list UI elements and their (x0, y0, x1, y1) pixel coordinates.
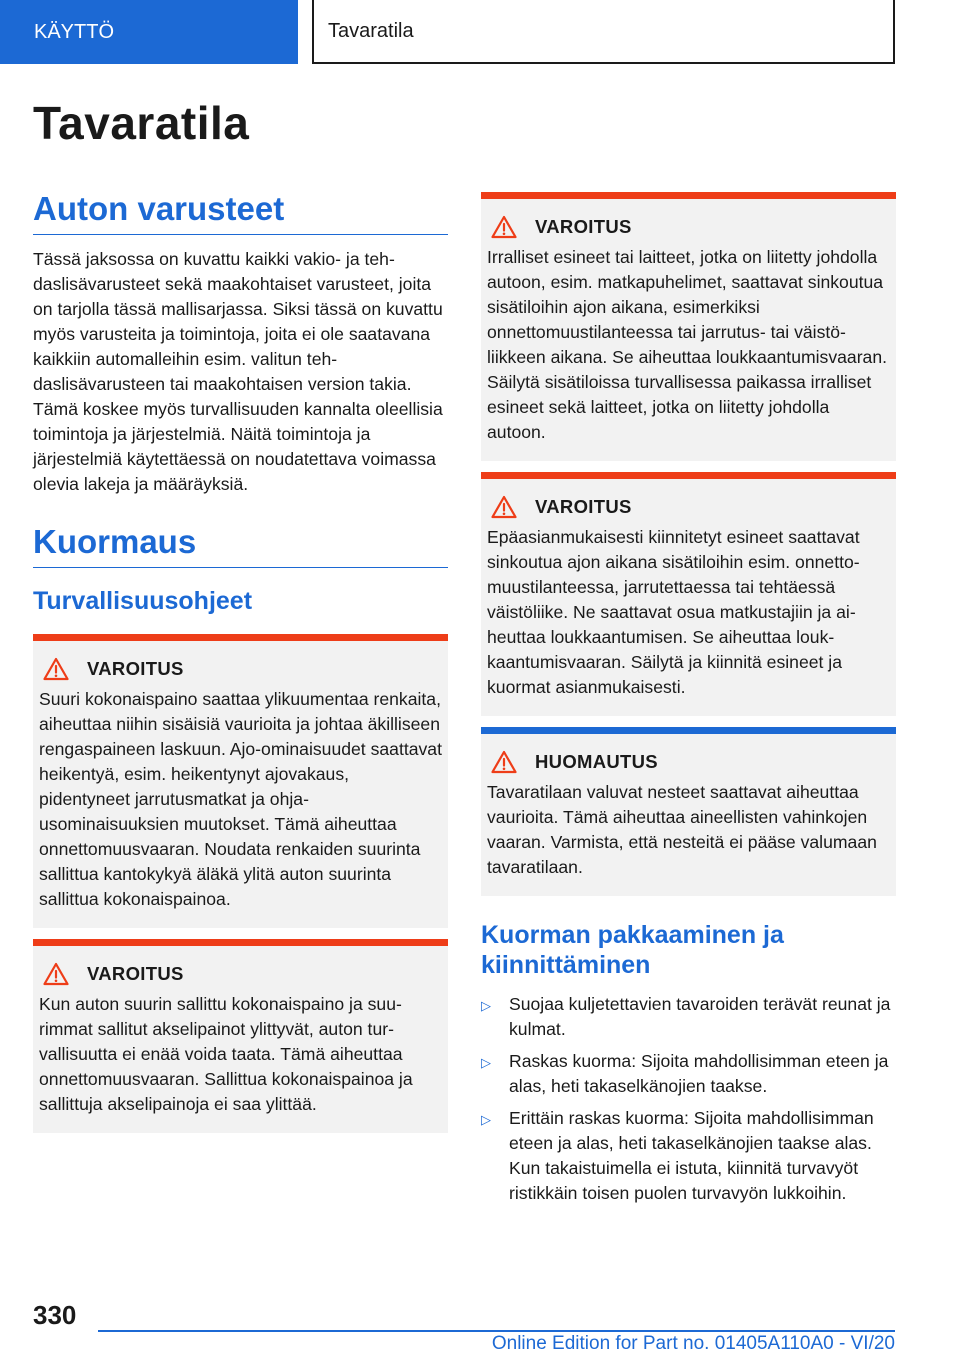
warning-title: VAROITUS (87, 963, 184, 984)
section-title-loading: Kuormaus (33, 523, 448, 568)
list-item-text: Raskas kuorma: Sijoita mahdollisimman eteen ja alas, heti takaselkänojien taakse. (509, 1051, 889, 1096)
warning-box-overweight (33, 634, 448, 928)
left-column (33, 190, 448, 1133)
triangle-right-bullet-icon: ▷ (481, 998, 491, 1013)
section-tab-label: KÄYTTÖ (34, 20, 115, 43)
warning-triangle-icon (491, 215, 517, 239)
warning-title: VAROITUS (87, 658, 184, 679)
page-title: Tavaratila (33, 97, 250, 149)
list-item (481, 1106, 896, 1206)
warning-text: Suuri kokonaispaino saattaa ylikuumentaa renkaita, aiheuttaa niihin sisäisiä vaurioita ja johtaa äkilliseen rengaspaineen laskuun. Ajo-ominaisuudet saattavat heikentyä, esim. heikentynyt ajovakaus, pidentyneet jarrutusmatkat ja ohjausominaisuuksien muutokset. Tämä aiheuttaa onnettomuusvaaran. Noudata renkaiden suurinta sallittua kantokykyä äläkä ylitä auton suurinta sallittua kokonaispainoa. (39, 689, 442, 909)
warning-title: VAROITUS (535, 216, 632, 237)
notice-header (481, 750, 896, 774)
footer-edition: Online Edition for Part no. 01405A110A0 - VI/20 (491, 1333, 895, 1354)
list-item (481, 1049, 896, 1099)
warning-text: Epäasianmukaisesti kiinnitetyt esineet saattavat sinkoutua ajon aikana sisätiloihin esim. onnettomuustilanteessa, jarrutettaessa tai tehtäessä väistöliike. Ne saattavat osua matkustajiin ja aiheuttaa loukkaantumisen. Se aiheuttaa loukkaantumisvaaran. Säilytä ja kiinnitä esineet ja kuormat asianmukaisesti. (487, 527, 860, 697)
warning-header (33, 657, 448, 681)
warning-box-loose-objects (481, 192, 896, 461)
triangle-right-bullet-icon: ▷ (481, 1112, 491, 1127)
list-item (481, 992, 896, 1042)
list-item-text: Suojaa kuljetettavien tavaroiden terävät reunat ja kulmat. (509, 994, 891, 1039)
right-column (481, 192, 896, 1213)
warning-triangle-icon (43, 657, 69, 681)
warning-box-axle-load (33, 939, 448, 1133)
notice-title: HUOMAUTUS (535, 751, 658, 772)
warning-triangle-icon (43, 962, 69, 986)
notice-box-liquids (481, 727, 896, 896)
warning-triangle-icon (491, 495, 517, 519)
section-tab (0, 0, 298, 64)
equipment-paragraph: Tässä jaksossa on kuvattu kaikki vakio- ja tehdaslisävarusteet sekä maakohtaiset varusteet, joita on tarjolla tässä mallisarjassa. Siksi tässä on kuvattu myös varusteita ja toimintoja, joita ei ole saatavana kaikkiin automalleihin esim. valitun tehdaslisävarusteen tai maakohtaisen version takia. Tämä koskee myös turvallisuuden kannalta oleellisia toimintoja ja järjestelmiä. Näitä toimintoja ja järjestelmiä käytettäessä on noudatettava voimassa olevia lakeja ja määräyksiä. (33, 249, 443, 494)
subsection-title-packing: Kuorman pakkaaminen ja kiinnittäminen (481, 921, 784, 979)
warning-triangle-icon (491, 750, 517, 774)
chapter-tab (312, 0, 895, 64)
chapter-tab-label: Tavaratila (328, 19, 414, 42)
warning-header (33, 962, 448, 986)
list-item-text: Erittäin raskas kuorma: Sijoita mahdollisimman eteen ja alas, heti takaselkänojien taakse alas. Kun takaistuimella ei istuta, kiinnitä turvavyöt ristikkäin toisen puolen turvavyön lukkoihin. (509, 1108, 874, 1203)
section-title-equipment: Auton varusteet (33, 190, 448, 235)
packing-steps-list (481, 992, 896, 1206)
page-number: 330 (33, 1300, 77, 1330)
warning-text: Kun auton suurin sallittu kokonaispaino ja suurimmat sallitut akselipainot ylittyvät, auton turvallisuutta ei enää voida taata. Tämä aiheuttaa onnettomuusvaaran. Sallittua kokonaispainoa ja sallittuja akselipainoja ei saa ylittää. (39, 994, 413, 1114)
notice-text: Tavaratilaan valuvat nesteet saattavat aiheuttaa vaurioita. Tämä aiheuttaa aineellisten vahinkojen vaaran. Varmista, että nesteitä ei pääse valumaan tavaratilaan. (487, 782, 877, 877)
subsection-title-safety: Turvallisuusohjeet (33, 587, 253, 615)
warning-title: VAROITUS (535, 496, 632, 517)
warning-header (481, 215, 896, 239)
warning-text: Irralliset esineet tai laitteet, jotka on liitetty johdolla autoon, esim. matkapuhelimet, saattavat sinkoutua sisätiloihin ajon aikana, esimerkiksi onnettomuustilanteessa tai jarrutus- tai väistöliikkeen aikana. Se aiheuttaa loukkaantumisvaaran. Säilytä sisätiloissa turvallisessa paikassa irralliset esineet sekä laitteet, jotka on liitetty johdolla autoon. (487, 247, 888, 442)
footer-divider (98, 1330, 895, 1332)
warning-box-secured-objects (481, 472, 896, 716)
triangle-right-bullet-icon: ▷ (481, 1055, 491, 1070)
warning-header (481, 495, 896, 519)
